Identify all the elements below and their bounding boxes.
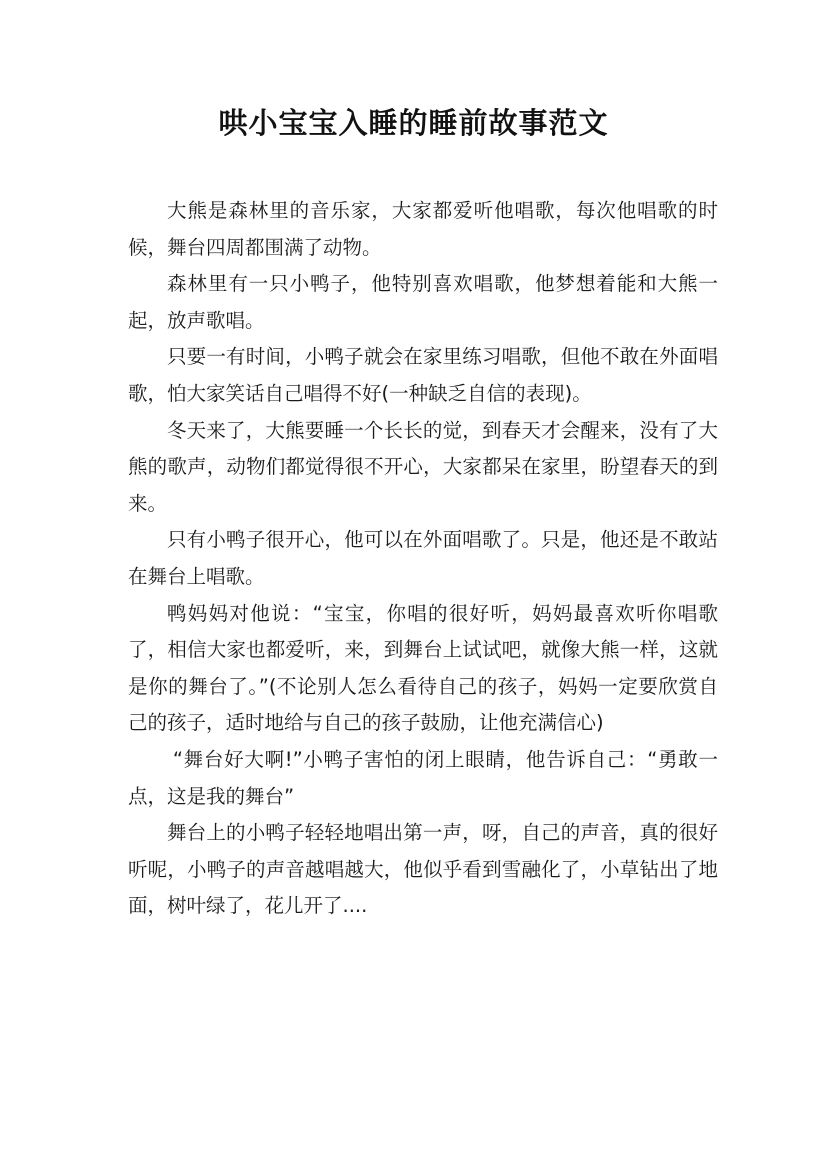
paragraph-5: 只有小鸭子很开心，他可以在外面唱歌了。只是，他还是不敢站在舞台上唱歌。 [128, 528, 718, 588]
paragraph-2: 森林里有一只小鸭子，他特别喜欢唱歌，他梦想着能和大熊一起，放声歌唱。 [128, 272, 718, 332]
paragraph-3: 只要一有时间，小鸭子就会在家里练习唱歌，但他不敢在外面唱歌，怕大家笑话自己唱得不好(一种缺乏自信的表现)。 [128, 345, 718, 405]
paragraph-6: 鸭妈妈对他说：“宝宝，你唱的很好听，妈妈最喜欢听你唱歌了，相信大家也都爱听，来，到舞台上试试吧，就像大熊一样，这就是你的舞台了。”(不论别人怎么看待自己的孩子，妈妈一定要欣赏自己的孩子，适时地给与自己的孩子鼓励，让他充满信心) [128, 601, 718, 735]
paragraph-8: 舞台上的小鸭子轻轻地唱出第一声，呀，自己的声音，真的很好听呢，小鸭子的声音越唱越大，他似乎看到雪融化了，小草钻出了地面，树叶绿了，花儿开了.... [128, 821, 718, 918]
paragraph-1: 大熊是森林里的音乐家，大家都爱听他唱歌，每次他唱歌的时候，舞台四周都围满了动物。 [128, 199, 718, 259]
story-body [128, 193, 718, 925]
paragraph-4: 冬天来了，大熊要睡一个长长的觉，到春天才会醒来，没有了大熊的歌声，动物们都觉得很不开心，大家都呆在家里，盼望春天的到来。 [128, 418, 718, 515]
document-title: 哄小宝宝入睡的睡前故事范文 [218, 106, 609, 140]
paragraph-7: “舞台好大啊!”小鸭子害怕的闭上眼睛，他告诉自己：“勇敢一点，这是我的舞台” [128, 747, 718, 808]
